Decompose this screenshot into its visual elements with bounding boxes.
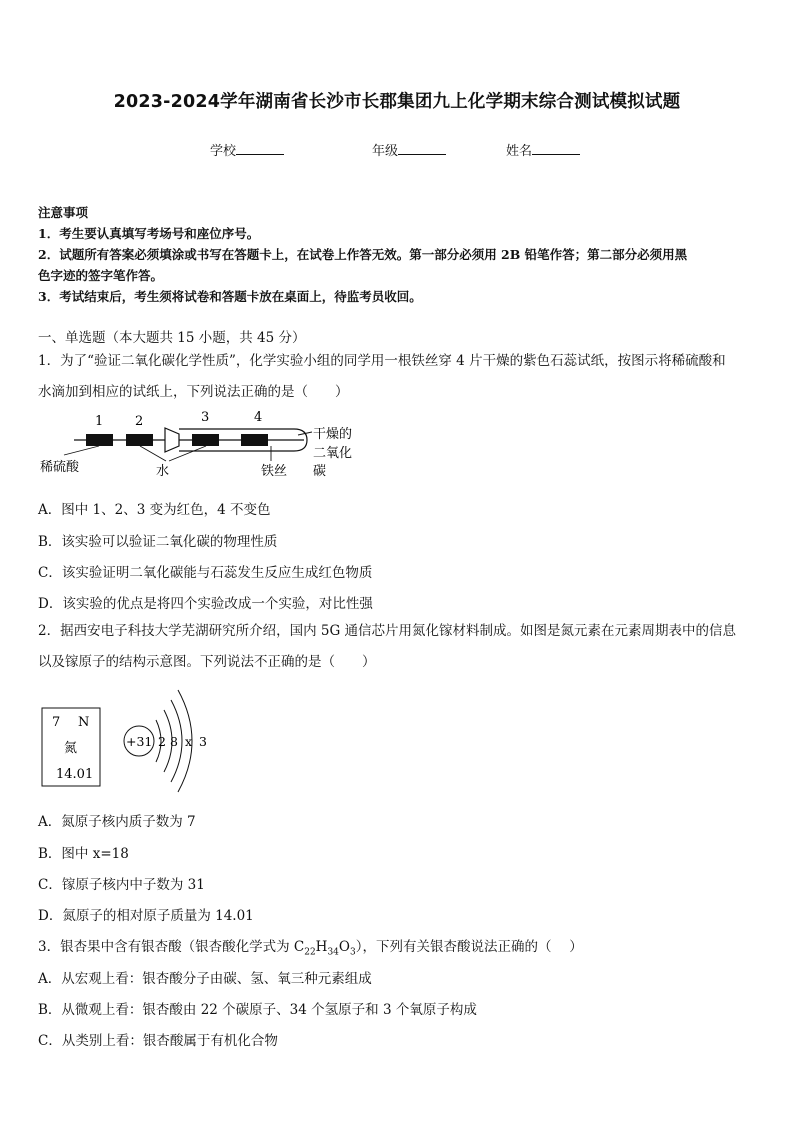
formula-subscript: 22 xyxy=(304,947,316,958)
q1-stem-line: 1．为了“验证二氧化碳化学性质”，化学实验小组的同学用一根铁丝穿 4 片干燥的紫色石蕊试纸，按图示将稀硫酸和 xyxy=(38,353,726,369)
label-acid: 稀硫酸 xyxy=(40,460,80,475)
q1-stem xyxy=(38,346,726,408)
q2-option-d: D．氮原子的相对原子质量为 14.01 xyxy=(38,908,254,924)
q2-stem-line: 以及镓原子的结构示意图。下列说法不正确的是（ ） xyxy=(38,654,376,670)
formula-subscript: 3 xyxy=(349,947,356,958)
label-water: 水 xyxy=(156,464,170,479)
nucleus-charge: +31 xyxy=(126,734,153,749)
label-1: 1 xyxy=(95,414,104,429)
q3-stem-text: 3．银杏果中含有银杏酸（银杏酸化学式为 C xyxy=(38,939,305,955)
notice-item: 3．考试结束后，考生须将试卷和答题卡放在桌面上，待监考员收回。 xyxy=(38,289,422,304)
label-4: 4 xyxy=(254,410,263,425)
notice-heading: 注意事项 xyxy=(38,205,89,220)
label-gas: 碳 xyxy=(313,464,327,479)
q1-experiment-figure xyxy=(36,408,376,484)
grade-blank xyxy=(398,142,446,155)
q1-option-b: B．该实验可以验证二氧化碳的物理性质 xyxy=(38,534,278,550)
pointer-water-a xyxy=(140,446,166,461)
notice-item: 2．试题所有答案必须填涂或书写在答题卡上，在试卷上作答无效。第一部分必须用 2B 铅笔作答；第二部分必须用黑 xyxy=(38,247,688,262)
q1-option-a: A．图中 1、2、3 变为红色，4 不变色 xyxy=(38,502,271,518)
shell-electrons-4: 3 xyxy=(199,734,207,749)
grade-label: 年级 xyxy=(372,144,399,159)
label-wire: 铁丝 xyxy=(261,464,288,479)
q3-stem-text: ），下列有关银杏酸说法正确的（ ） xyxy=(355,939,583,955)
litmus-paper-4 xyxy=(241,434,268,446)
shell-electrons-2: 8 xyxy=(170,734,178,749)
atomic-number: 7 xyxy=(52,715,61,730)
label-gas: 二氧化 xyxy=(313,446,353,461)
shell-electrons-1: 2 xyxy=(158,734,166,749)
notice-item: 色字迹的签字笔作答。 xyxy=(38,268,164,283)
school-blank xyxy=(236,142,284,155)
q3-option-c: C．从类别上看：银杏酸属于有机化合物 xyxy=(38,1033,278,1049)
q3-stem xyxy=(38,935,583,958)
school-label: 学校 xyxy=(210,144,237,159)
q1-option-d: D．该实验的优点是将四个实验改成一个实验，对比性强 xyxy=(38,596,373,612)
formula-text: O xyxy=(338,939,350,955)
q3-option-b: B．从微观上看：银杏酸由 22 个碳原子、34 个氢原子和 3 个氧原子构成 xyxy=(38,1002,477,1018)
formula-text: H xyxy=(315,939,328,955)
litmus-paper-2 xyxy=(126,434,153,446)
element-symbol: N xyxy=(78,715,90,730)
pointer-acid xyxy=(64,446,99,455)
element-name: 氮 xyxy=(64,741,78,756)
notice-item: 1．考生要认真填写考场号和座位序号。 xyxy=(38,226,260,241)
q2-option-a: A．氮原子核内质子数为 7 xyxy=(38,814,196,830)
section-heading: 一、单选题（本大题共 15 小题，共 45 分） xyxy=(38,330,306,346)
formula-subscript: 34 xyxy=(327,947,339,958)
atomic-mass: 14.01 xyxy=(56,767,94,782)
name-label: 姓名 xyxy=(506,144,533,159)
label-3: 3 xyxy=(201,410,210,425)
q2-stem xyxy=(38,616,736,678)
q1-stem-line: 水滴加到相应的试纸上，下列说法正确的是（ ） xyxy=(38,384,349,400)
page-title: 2023-2024学年湖南省长沙市长郡集团九上化学期末综合测试模拟试题 xyxy=(113,92,681,112)
shell-electrons-3: x xyxy=(185,734,193,749)
litmus-paper-3 xyxy=(192,434,219,446)
label-2: 2 xyxy=(135,414,144,429)
notice-block xyxy=(38,202,687,307)
q1-option-c: C．该实验证明二氧化碳能与石蕊发生反应生成红色物质 xyxy=(38,565,373,581)
school-field xyxy=(210,140,284,159)
name-blank xyxy=(532,142,580,155)
name-field xyxy=(506,140,580,159)
q2-element-figure xyxy=(40,678,220,798)
label-gas: 干燥的 xyxy=(313,427,353,442)
q2-stem-line: 2．据西安电子科技大学芜湖研究所介绍，国内 5G 通信芯片用氮化镓材料制成。如图是氮元素在元素周期表中的信息 xyxy=(38,623,737,639)
litmus-paper-1 xyxy=(86,434,113,446)
q3-option-a: A．从宏观上看：银杏酸分子由碳、氢、氧三种元素组成 xyxy=(38,971,372,987)
grade-field xyxy=(372,140,446,159)
stopper-icon xyxy=(165,428,179,452)
q2-option-c: C．镓原子核内中子数为 31 xyxy=(38,877,205,893)
q2-option-b: B．图中 x=18 xyxy=(38,846,129,862)
